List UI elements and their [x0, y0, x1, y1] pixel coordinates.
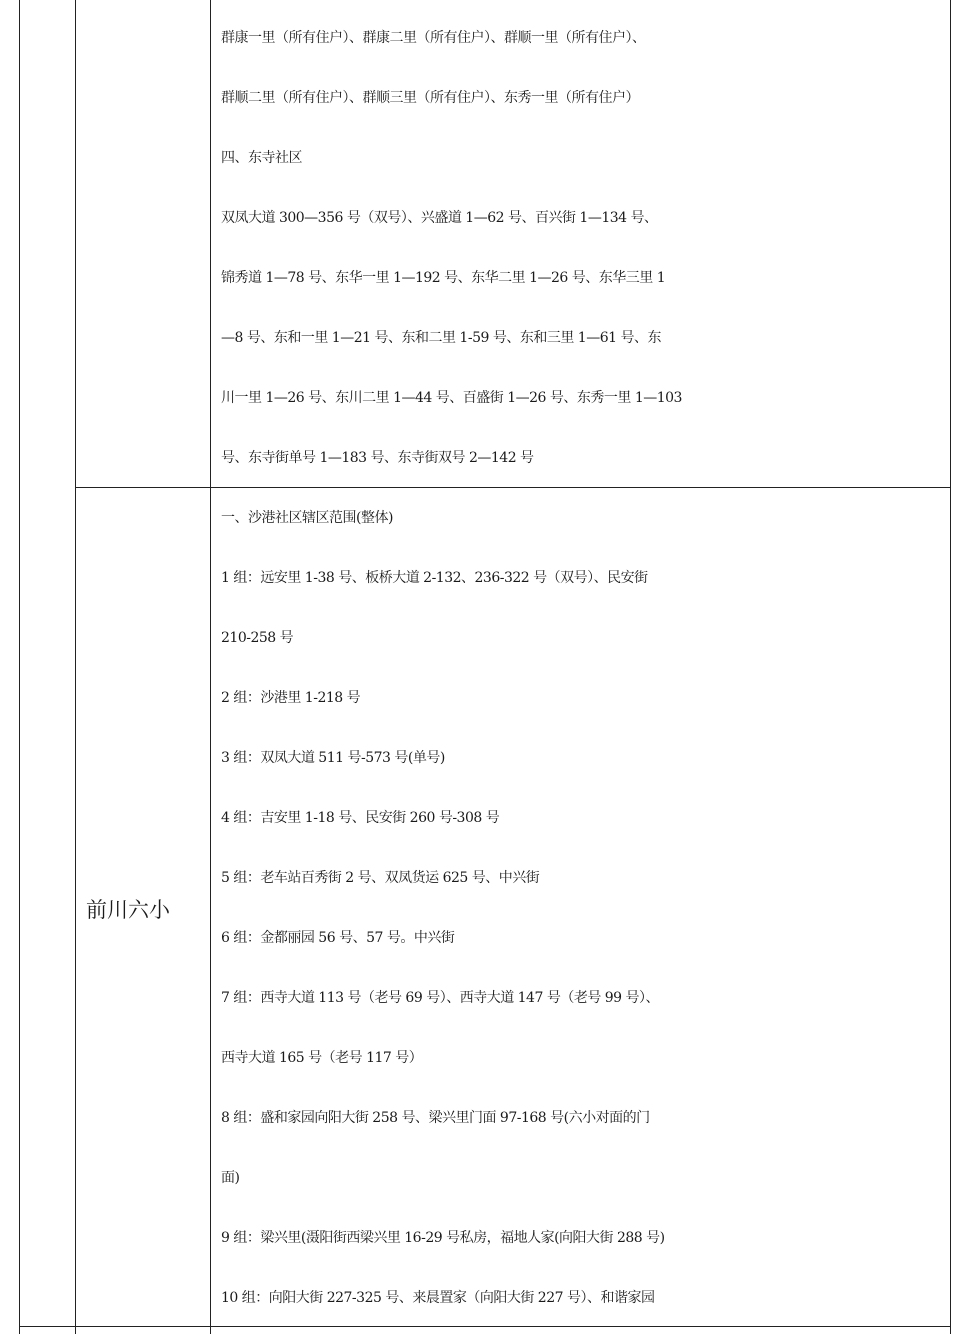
text-line: —8 号、东和一里 1—21 号、东和二里 1-59 号、东和三里 1—61 号、东 [221, 330, 661, 346]
table-border-left [19, 0, 20, 1334]
table-border-col2 [210, 0, 211, 1334]
table-cell-address-range-2 [221, 488, 947, 1328]
text-line: 4 组：吉安里 1-18 号、民安街 260 号-308 号 [221, 810, 500, 826]
text-line: 3 组：双凤大道 511 号-573 号(单号) [221, 750, 445, 766]
table-cell-address-range-1 [221, 8, 947, 488]
section-heading: 四、东寺社区 [221, 150, 302, 166]
text-line: 锦秀道 1—78 号、东华一里 1—192 号、东华二里 1—26 号、东华三里 1 [221, 270, 666, 286]
text-line: 10 组：向阳大街 227-325 号、来晨置家（向阳大街 227 号）、和谐家园 [221, 1290, 655, 1306]
text-line: 8 组：盛和家园向阳大街 258 号、梁兴里门面 97-168 号(六小对面的门 [221, 1110, 650, 1126]
text-line: 群顺二里（所有住户）、群顺三里（所有住户）、东秀一里（所有住户） [221, 90, 639, 106]
text-line: 9 组：梁兴里(滠阳街西梁兴里 16-29 号私房，福地人家(向阳大街 288 号) [221, 1230, 665, 1246]
text-line: 川一里 1—26 号、东川二里 1—44 号、百盛街 1—26 号、东秀一里 1—103 [221, 390, 682, 406]
text-line: 7 组：西寺大道 113 号（老号 69 号）、西寺大道 147 号（老号 99 号）、 [221, 990, 660, 1006]
text-line: 西寺大道 165 号（老号 117 号） [221, 1050, 423, 1066]
section-heading: 一、沙港社区辖区范围(整体) [221, 510, 393, 526]
table-border-right [950, 0, 951, 1334]
text-line: 群康一里（所有住户）、群康二里（所有住户）、群顺一里（所有住户）、 [221, 30, 646, 46]
text-line: 6 组：金都丽园 56 号、57 号。中兴街 [221, 930, 455, 946]
text-line: 210-258 号 [221, 630, 294, 646]
table-cell-school-name: 前川六小 [86, 898, 170, 922]
text-line: 面) [221, 1170, 240, 1186]
table-border-col1 [75, 0, 76, 1334]
text-line: 双凤大道 300—356 号（双号）、兴盛道 1—62 号、百兴街 1—134 号、 [221, 210, 658, 226]
text-line: 5 组：老车站百秀街 2 号、双凤货运 625 号、中兴街 [221, 870, 540, 886]
text-line: 1 组：远安里 1-38 号、板桥大道 2-132、236-322 号（双号）、民安街 [221, 570, 648, 586]
text-line: 2 组：沙港里 1-218 号 [221, 690, 361, 706]
text-line: 号、东寺街单号 1—183 号、东寺街双号 2—142 号 [221, 450, 534, 466]
